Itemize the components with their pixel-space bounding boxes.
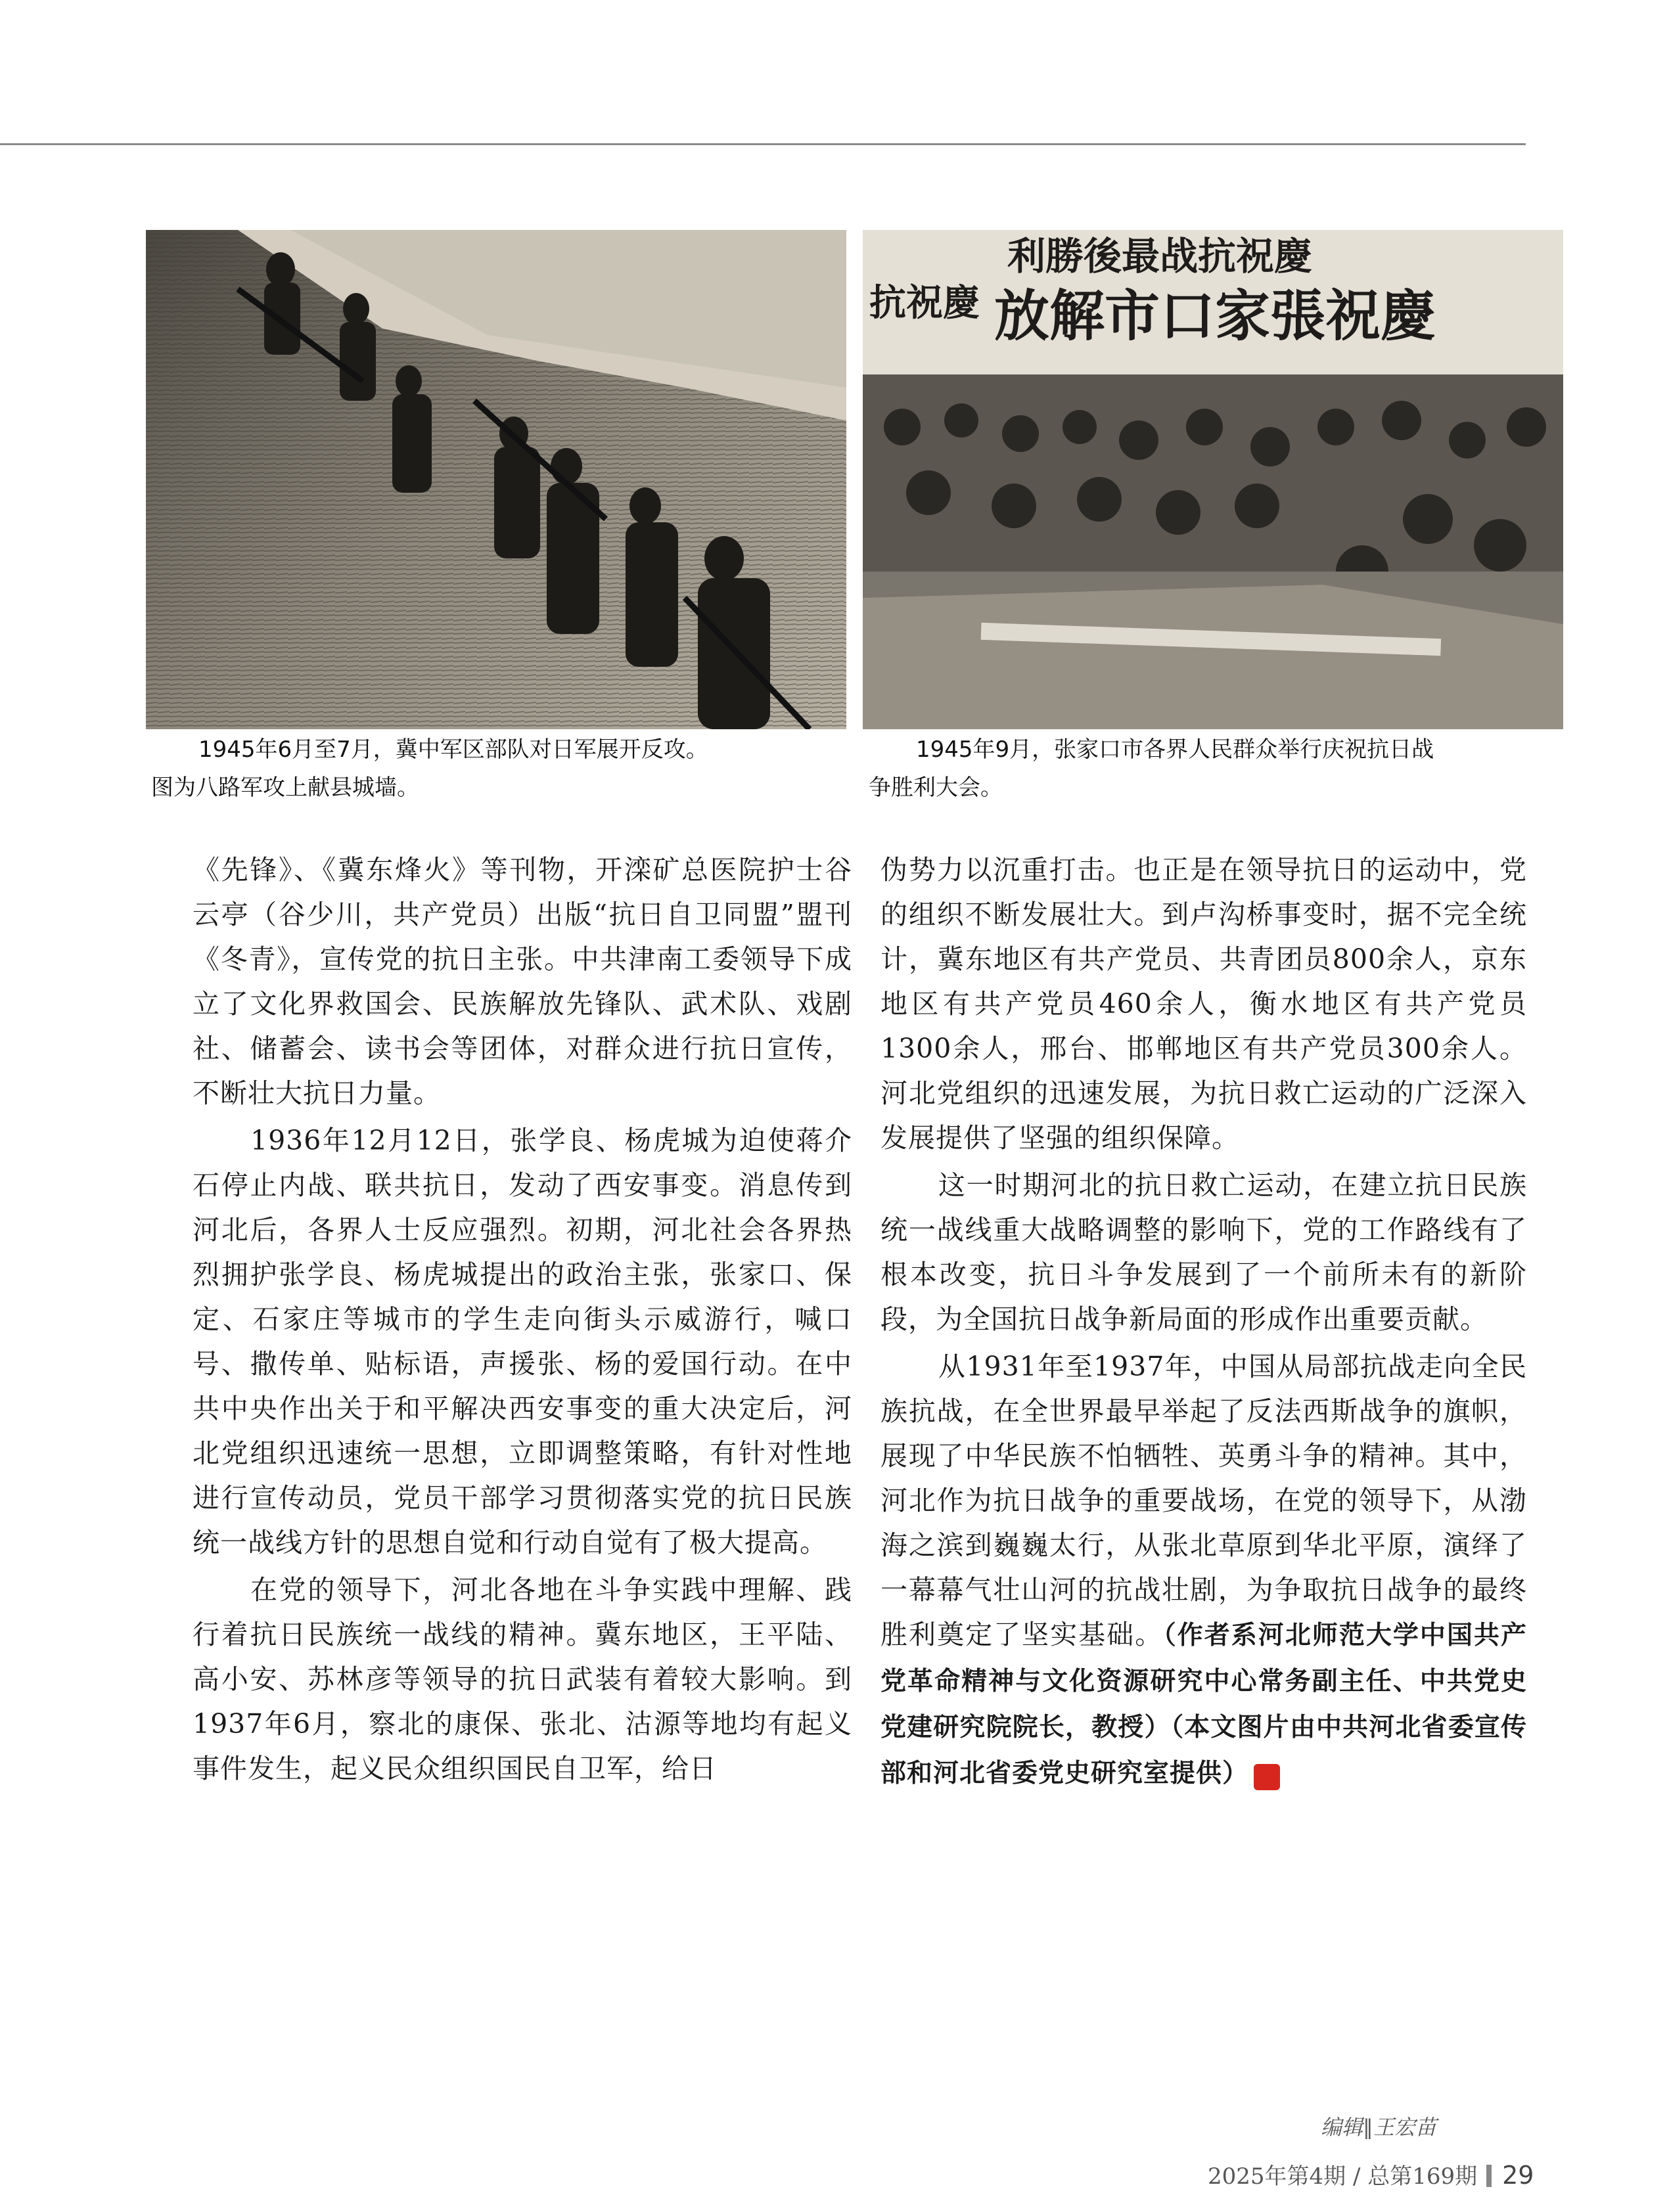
paragraph: 1936年12月12日，张学良、杨虎城为迫使蒋介石停止内战、联共抗日，发动了西安事变。消息传到河北后，各界人士反应强烈。初期，河北社会各界热烈拥护张学良、杨虎城提出的政治主张，张家口、保定、石家庄等城市的学生走向街头示威游行，喊口号、撒传单、贴标语，声援张、杨的爱国行动。在中共中央作出关于和平解决西安事变的重大决定后，河北党组织迅速统一思想，立即调整策略，有针对性地进行宣传动员，党员干部学习贯彻落实党的抗日民族统一战线方针的思想自觉和行动自觉有了极大提高。 <box>193 1125 852 1558</box>
banner-main-text: 放解市口家張祝慶 <box>994 283 1436 348</box>
page-footer <box>1208 2158 1534 2190</box>
banner-top-text: 利勝後最战抗祝慶 <box>1007 234 1313 279</box>
photo-caption-right <box>869 731 1569 807</box>
issue-info: 2025年第4期 / 总第169期 <box>1208 2163 1478 2190</box>
end-mark-icon: G <box>1254 1764 1280 1790</box>
caption-right-line1: 1945年9月，张家口市各界人民群众举行庆祝抗日战 <box>916 736 1434 763</box>
paragraph-text: 从1931年至1937年，中国从局部抗战走向全民族抗战，在全世界最早举起了反法西斯战争的旗帜，展现了中华民族不怕牺牲、英勇斗争的精神。其中，河北作为抗日战争的重要战场，在党的领导下，从渤海之滨到巍巍太行，从张北草原到华北平原，演绎了一幕幕气壮山河的抗战壮剧，为争取抗日战争的最终胜利奠定了坚实基础。 <box>880 1351 1527 1650</box>
paragraph: 在党的领导下，河北各地在斗争实践中理解、践行着抗日民族统一战线的精神。冀东地区，王平陆、高小安、苏林彦等领导的抗日武装有着较大影响。到1937年6月，察北的康保、张北、沽源等地均有起义事件发生，起义民众组织国民自卫军，给日 <box>193 1574 852 1784</box>
caption-right-line2: 争胜利大会。 <box>869 775 1003 801</box>
editor-credit: 编辑∥王宏苗 <box>1321 2115 1437 2140</box>
paragraph: 这一时期河北的抗日救亡运动，在建立抗日民族统一战线重大战略调整的影响下，党的工作路线有了根本改变，抗日斗争发展到了一个前所未有的新阶段，为全国抗日战争新局面的形成作出重要贡献。 <box>880 1169 1527 1335</box>
paragraph: 《先锋》、《冀东烽火》等刊物，开滦矿总医院护士谷云亭（谷少川，共产党员）出版“抗日自卫同盟”盟刊《冬青》，宣传党的抗日主张。中共津南工委领导下成立了文化界救国会、民族解放先锋队、武术队、戏剧社、储蓄会、读书会等团体，对群众进行抗日宣传，不断壮大抗日力量。 <box>193 854 852 1109</box>
photo-soldiers-climbing-wall <box>146 230 846 729</box>
page-number: 29 <box>1502 2161 1534 2190</box>
paragraph: 伪势力以沉重打击。也正是在领导抗日的运动中，党的组织不断发展壮大。到卢沟桥事变时，据不完全统计，冀东地区有共产党员、共青团员800余人，京东地区有共产党员460余人，衡水地区有共产党员1300余人，邢台、邯郸地区有共产党员300余人。河北党组织的迅速发展，为抗日救亡运动的广泛深入发展提供了坚强的组织保障。 <box>880 854 1527 1154</box>
caption-left-line1: 1945年6月至7月，冀中军区部队对日军展开反攻。 <box>198 736 708 763</box>
author-note: （作者系河北师范大学中国共产党革命精神与文化资源研究中心常务副主任、中共党史党建研究院院长，教授）（本文图片由中共河北省委宣传部和河北省委党史研究室提供） <box>880 1621 1527 1788</box>
photo-caption-left <box>151 731 852 807</box>
footer-divider <box>1486 2165 1492 2187</box>
banner-side-text: 抗祝慶 <box>869 281 980 325</box>
paragraph-with-author-note <box>880 1344 1527 1796</box>
photo-victory-celebration <box>863 230 1563 729</box>
caption-left-line2: 图为八路军攻上献县城墙。 <box>151 775 419 801</box>
article-column-left <box>193 847 852 1794</box>
header-rule <box>0 143 1526 145</box>
article-column-right <box>880 847 1527 1799</box>
